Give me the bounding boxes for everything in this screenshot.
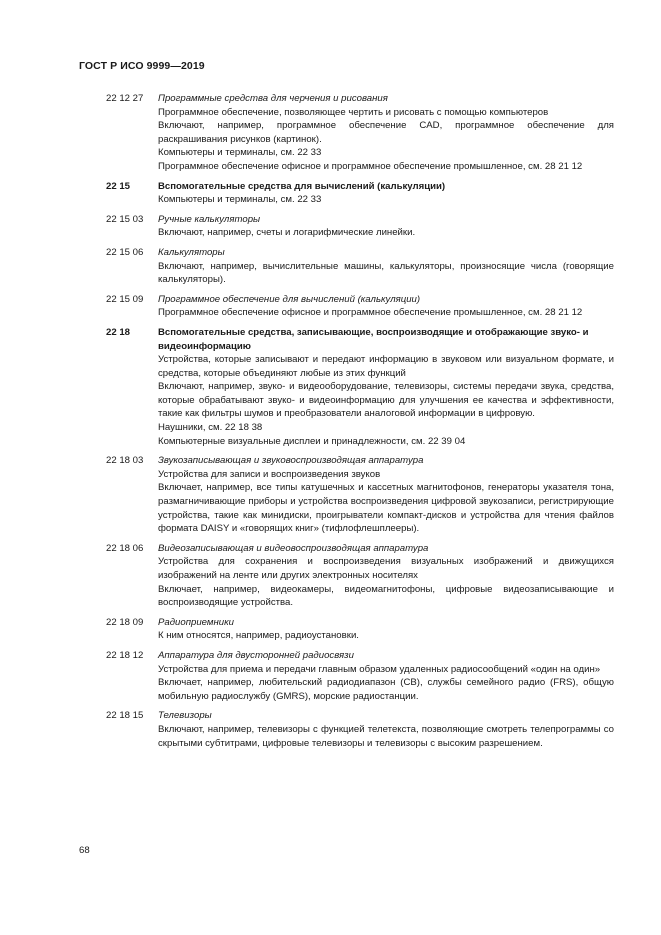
page-number: 68 (79, 845, 90, 856)
entry-title: Звукозаписывающая и звуковоспроизводящая аппаратура (158, 455, 424, 467)
entry-title: Программные средства для черчения и рисования (158, 93, 388, 104)
entry-22-15-03 (106, 213, 614, 240)
entry-code: 22 18 15 (106, 710, 144, 722)
entry-title: Программное обеспечение для вычислений (калькуляции) (158, 293, 421, 305)
entry-code: 22 15 03 (106, 213, 144, 225)
entry-text: Устройства для записи и воспроизведения звуков (158, 468, 381, 480)
entry-code: 22 15 09 (106, 293, 144, 305)
entry-22-18-03 (106, 454, 614, 536)
entry-text: Устройства для сохранения и воспроизведения визуальных изображений и движущихся изображений на ленте или других электронных носителях (158, 556, 614, 581)
entry-text: Программное обеспечение, позволяющее чертить и рисовать с помощью компьютеров (158, 106, 549, 118)
entry-code: 22 18 09 (106, 616, 144, 628)
entry-title: Вспомогательные средства, записывающие, воспроизводящие и отображающие звуко- и видеоинформацию (158, 326, 589, 352)
entry-reference: Компьютеры и терминалы, см. 22 33 (158, 194, 322, 206)
entry-text: Включают, например, звуко- и видеооборудование, телевизоры, системы передачи звука, средства, которые обрабатывают звуко- и видеоинформацию для улучшения ее качества и эффективности, такие как фильтры шумов и преобразователи аналоговой информации в цифровую. (158, 381, 614, 420)
entry-text: Включает, например, любительский радиодиапазон (CB), службы семейного радио (FRS), общую мобильную радиослужбу (GMRS), морские радиостанции. (158, 677, 614, 702)
entry-22-15-06 (106, 246, 614, 287)
entry-text: Включает, например, все типы катушечных и кассетных магнитофонов, генераторы указателя тона, размагничивающие приборы и устройства воспроизведения цифровой звукозаписи, регистрирующие устройства, такие как минидиски, проигрыватели компакт-дисков и устройства для чтения файлов формата DAISY и «говорящих книг» (тифлофлешплееры). (158, 482, 614, 535)
entry-code: 22 18 12 (106, 649, 144, 661)
entry-text: Включают, например, вычислительные машины, калькуляторы, произносящие числа (говорящие калькуляторы). (158, 260, 614, 286)
entry-text: Устройства для приема и передачи главным образом удаленных радиосообщений «один на один» (158, 663, 601, 675)
entry-text: Устройства, которые записывают и передают информацию в звуковом или визуальном формате, и средства, которые объединяют любые из этих функций (158, 354, 614, 379)
entry-text: Включает, например, видеокамеры, видеомагнитофоны, цифровые видеозаписывающие и воспроизводящие устройства. (158, 583, 614, 609)
entry-code: 22 15 (106, 180, 131, 192)
entry-22-12-27 (106, 92, 614, 174)
entry-22-18-12 (106, 649, 614, 703)
entry-reference: Наушники, см. 22 18 38 (158, 422, 263, 434)
entry-title: Ручные калькуляторы (158, 213, 261, 225)
entry-title: Аппаратура для двусторонней радиосвязи (158, 649, 354, 661)
entry-22-18-06 (106, 542, 614, 610)
entry-22-15 (106, 180, 614, 207)
entry-reference: Компьютеры и терминалы, см. 22 33 (158, 147, 322, 159)
entry-code: 22 18 (106, 326, 131, 338)
entry-reference: Компьютерные визуальные дисплеи и принадлежности, см. 22 39 04 (158, 435, 466, 447)
entry-code: 22 18 06 (106, 542, 144, 554)
entry-code: 22 12 27 (106, 93, 144, 104)
entry-22-18-15 (106, 709, 614, 750)
entry-22-18-09 (106, 616, 614, 643)
entry-reference: Программное обеспечение офисное и программное обеспечение промышленное, см. 28 21 12 (158, 160, 583, 172)
entry-title: Видеозаписывающая и видеовоспроизводящая аппаратура (158, 542, 429, 554)
entry-22-15-09 (106, 293, 614, 320)
entry-text: Включают, например, программное обеспечение CAD, программное обеспечение для раскрашивания рисунков (картинок). (158, 120, 614, 145)
classification-content (106, 92, 614, 756)
entry-text: Включают, например, телевизоры с функцией телетекста, позволяющие смотреть телепрограммы со скрытыми субтитрами, цифровые телевизоры и телевизоры с высоким разрешением. (158, 723, 614, 749)
entry-title: Калькуляторы (158, 246, 225, 258)
entry-reference: Программное обеспечение офисное и программное обеспечение промышленное, см. 28 21 12 (158, 307, 583, 319)
entry-text: К ним относятся, например, радиоустановки. (158, 630, 359, 642)
entry-code: 22 18 03 (106, 455, 144, 467)
entry-22-18 (106, 326, 614, 448)
entry-title: Вспомогательные средства для вычислений (калькуляции) (158, 180, 446, 192)
entry-title: Телевизоры (158, 710, 212, 722)
entry-title: Радиоприемники (158, 616, 234, 628)
entry-code: 22 15 06 (106, 246, 144, 258)
document-header: ГОСТ Р ИСО 9999—2019 (79, 60, 205, 72)
entry-text: Включают, например, счеты и логарифмические линейки. (158, 227, 416, 239)
